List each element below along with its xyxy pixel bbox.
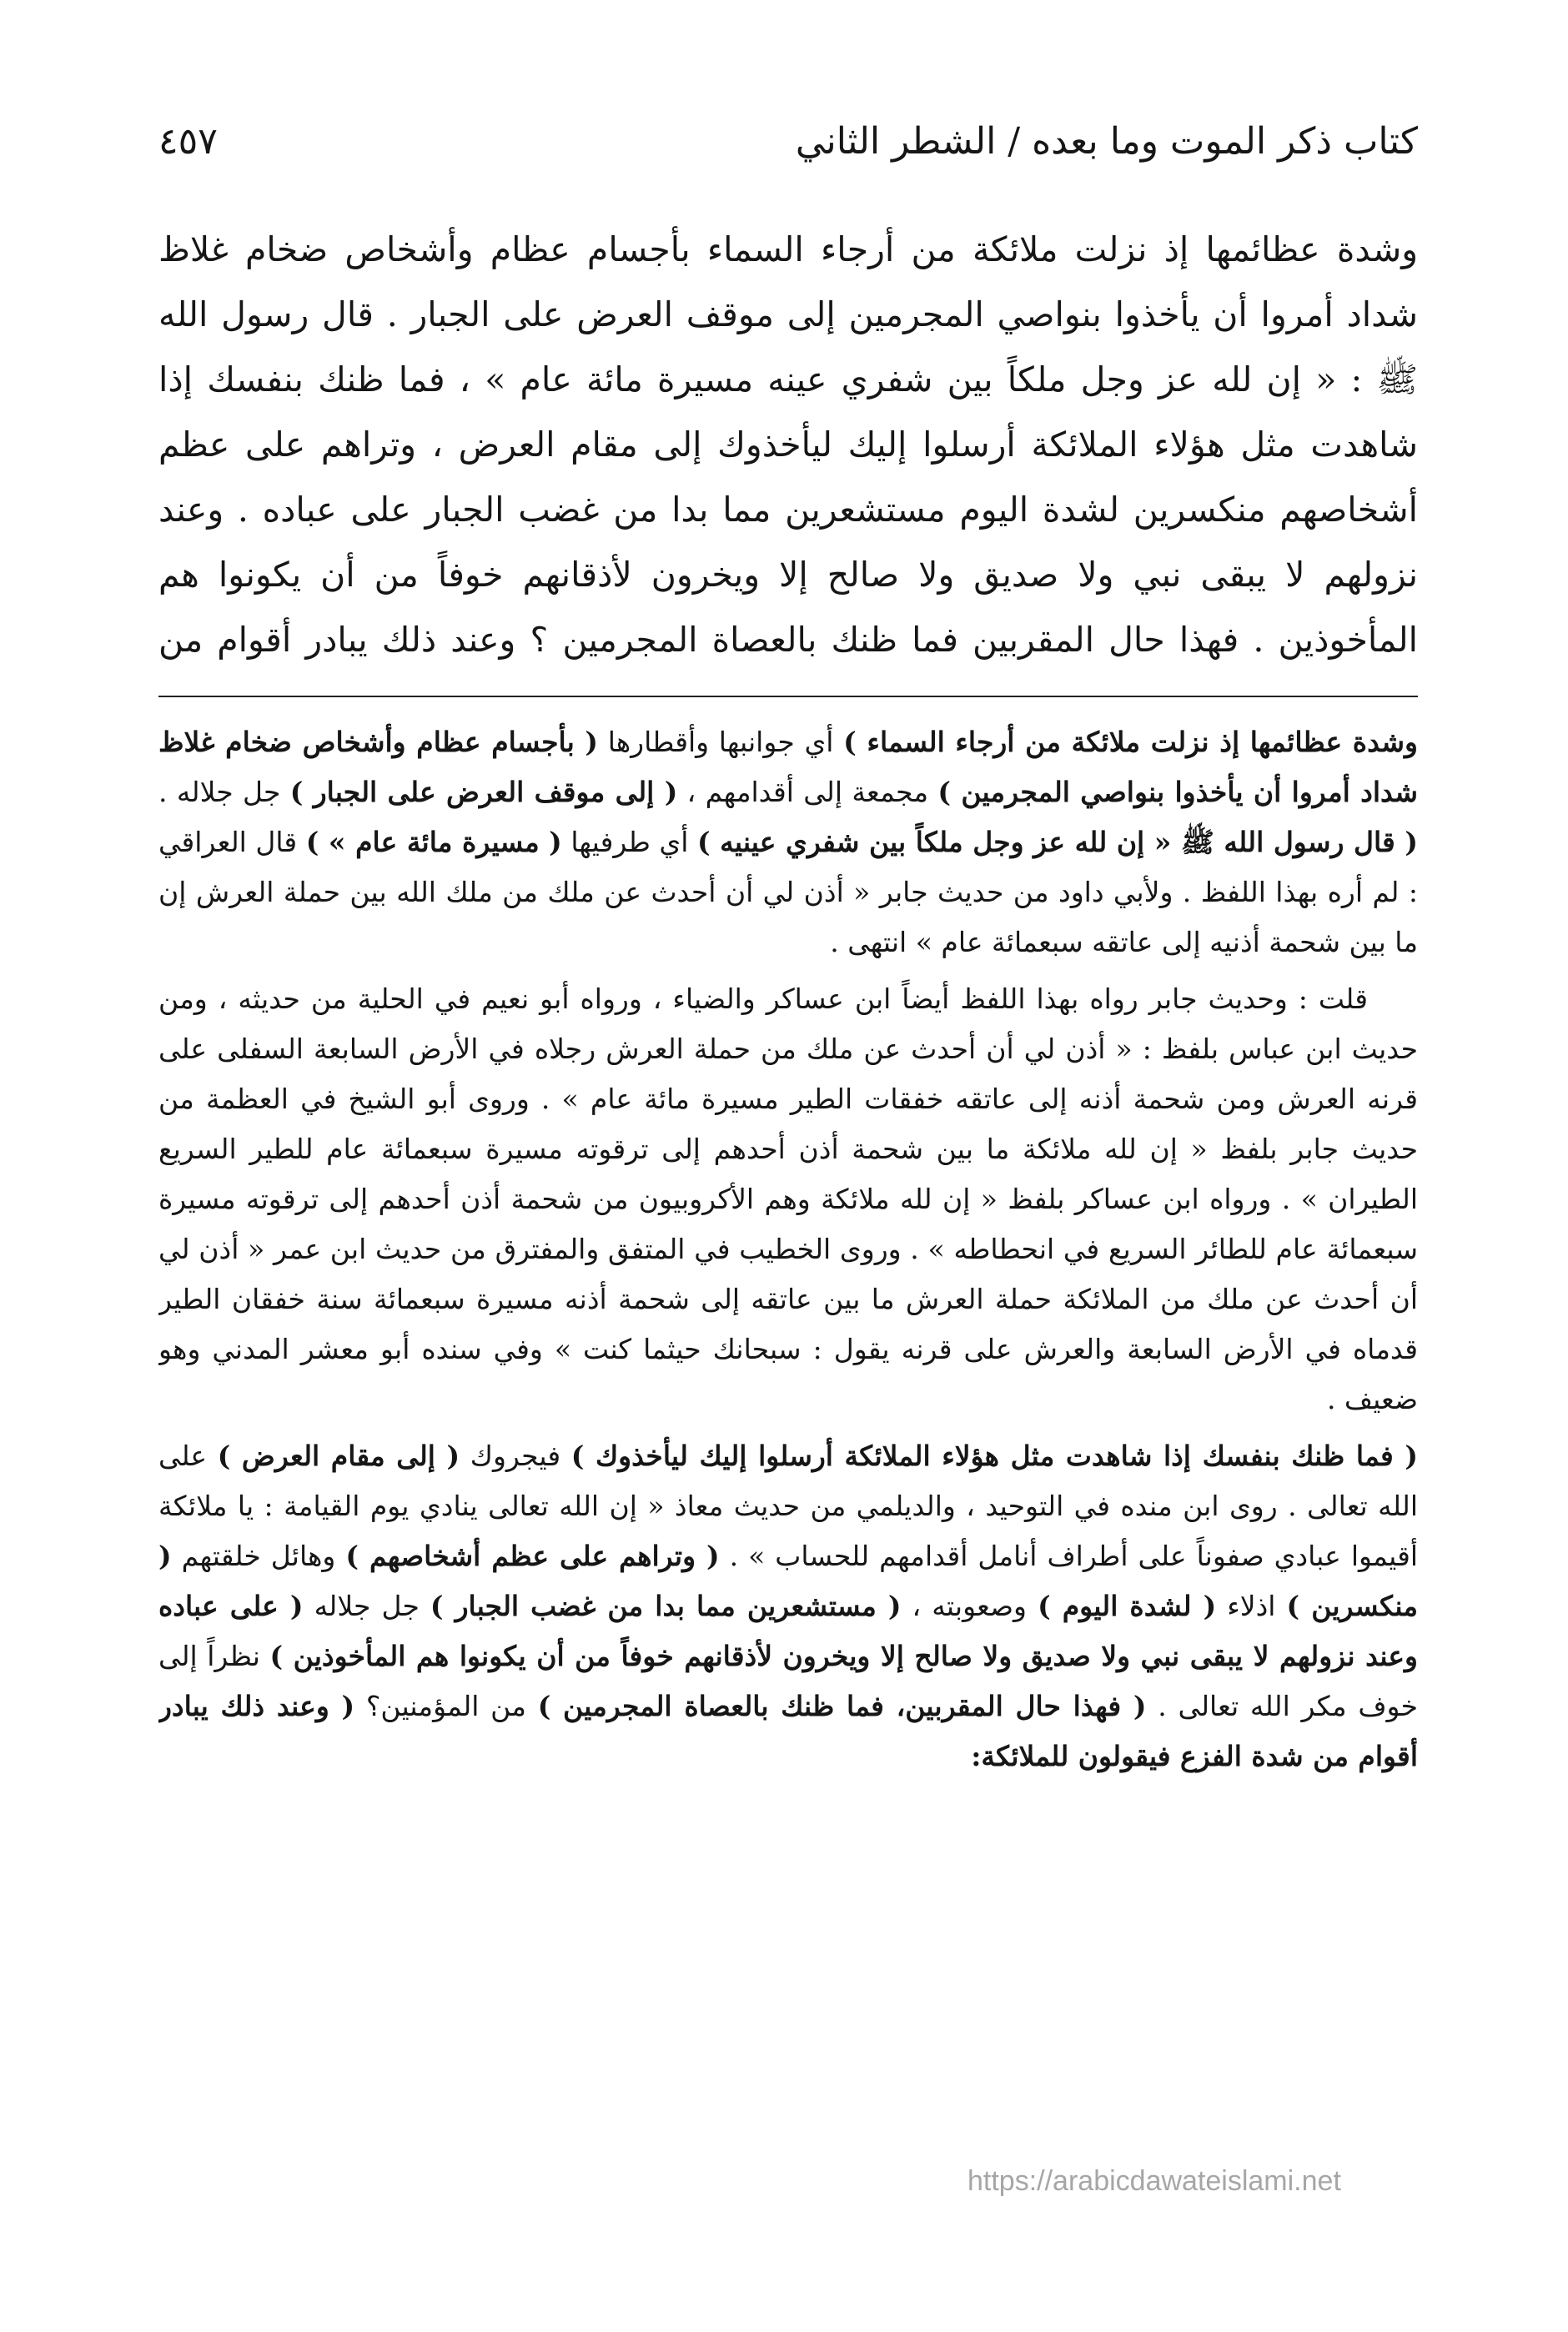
commentary-paragraph-1 (158, 717, 1418, 967)
quoted-text: ( مستشعرين مما بدا من غضب الجبار ) (430, 1590, 902, 1622)
book-page (158, 108, 1418, 2244)
quoted-text: وشدة عظائمها إذ نزلت ملائكة من أرجاء السماء ) (843, 726, 1418, 758)
commentary-text: مجمعة إلى أقدامهم ، (677, 776, 938, 808)
quoted-text: ( مسيرة مائة عام » ) (305, 826, 562, 858)
commentary-paragraph-2: قلت : وحديث جابر رواه بهذا اللفظ أيضاً ابن عساكر والضياء ، ورواه أبو نعيم في الحلية من حديثه ، ومن حديث ابن عباس بلفظ : « أذن لي أن أحدث عن ملك من حملة العرش رجلاه في الأرض السابعة السفلى على قرنه العرش ومن شحمة أذنه إلى عاتقه خفقات الطير مسيرة مائة عام » . وروى أبو الشيخ في العظمة من حديث جابر بلفظ « إن لله ملائكة ما بين شحمة أذن أحدهم إلى ترقوته مسيرة سبعمائة عام للطير السريع الطيران » . ورواه ابن عساكر بلفظ « إن لله ملائكة وهم الأكروبيون من شحمة أذن أحدهم إلى ترقوته مسيرة سبعمائة عام للطائر السريع في انحطاطه » . وروى الخطيب في المتفق والمفترق من حديث ابن عمر « أذن لي أن أحدث عن ملك من الملائكة حملة العرش ما بين عاتقه إلى شحمة أذنه مسيرة سبعمائة سنة خفقان الطير قدماه في الأرض السابعة والعرش على قرنه يقول : سبحانك حيثما كنت » وفي سنده أبو معشر المدني وهو ضعيف . (158, 983, 1418, 1415)
quoted-text: ( على عباده وعند نزولهم لا يبقى نبي ولا صديق ولا صالح إلا ويخرون لأذقانهم خوفاً من أن يكونوا هم المأخوذين ) (158, 1590, 1418, 1672)
quoted-text: ( لشدة اليوم ) (1038, 1590, 1217, 1622)
commentary-text: من المؤمنين؟ (354, 1690, 538, 1722)
commentary-text: جل جلاله . (158, 776, 290, 808)
page-number: ٤٥٧ (158, 120, 218, 163)
page-header (158, 108, 1418, 192)
commentary-text: جل جلاله (303, 1590, 430, 1622)
quoted-text: ( فهذا حال المقربين، فما ظنك بالعصاة المجرمين ) (537, 1690, 1147, 1722)
commentary-text: قال العراقي : لم أره بهذا اللفظ . ولأبي داود من حديث جابر « أذن لي أن أحدث عن ملك من ملك الله بين حملة العرش إن ما بين شحمة أذنيه إلى عاتقه سبعمائة عام » انتهى . (158, 826, 1418, 958)
commentary-text: أي جوانبها وأقطارها (598, 726, 844, 758)
commentary-text: وهائل خلقتهم (171, 1540, 346, 1572)
commentary (158, 717, 1418, 1782)
commentary-text: وصعوبته ، (901, 1590, 1038, 1622)
commentary-text: نظراً إلى خوف مكر الله تعالى . (158, 1640, 1418, 1722)
commentary-text: على الله تعالى . روى ابن منده في التوحيد ، والديلمي من حديث معاذ « إن الله تعالى ينادي يوم القيامة : يا ملائكة أقيموا عبادي صفوناً على أطراف أنامل أقدامهم للحساب » . (158, 1440, 1418, 1572)
main-text (158, 217, 1418, 672)
commentary-text: أي طرفيها (561, 826, 697, 858)
quoted-text: ( بأجسام عظام وأشخاص ضخام غلاظ شداد أمروا أن يأخذوا بنواصي المجرمين ) (158, 726, 1418, 808)
quoted-text: ( فما ظنك بنفسك إذا شاهدت مثل هؤلاء الملائكة أرسلوا إليك ليأخذوك ) (570, 1440, 1418, 1472)
quoted-text: ( إلى موقف العرض على الجبار ) (289, 776, 678, 808)
quoted-text: ( قال رسول الله ﷺ « إن لله عز وجل ملكاً بين شفري عينيه ) (696, 826, 1418, 858)
watermark-url: https://arabicdawateislami.net (967, 2165, 1341, 2197)
commentary-paragraph-3 (158, 1431, 1418, 1782)
quoted-text: ( منكسرين ) (158, 1540, 1418, 1622)
quoted-text: ( إلى مقام العرض ) (217, 1440, 460, 1472)
running-title: كتاب ذكر الموت وما بعده / الشطر الثاني (795, 120, 1418, 163)
main-text-paragraph: وشدة عظائمها إذ نزلت ملائكة من أرجاء السماء بأجسام عظام وأشخاص ضخام غلاظ شداد أمروا أن يأخذوا بنواصي المجرمين إلى موقف العرض على الجبار . قال رسول الله ﷺ : « إن لله عز وجل ملكاً بين شفري عينه مسيرة مائة عام » ، فما ظنك بنفسك إذا شاهدت مثل هؤلاء الملائكة أرسلوا إليك ليأخذوك إلى مقام العرض ، وتراهم على عظم أشخاصهم منكسرين لشدة اليوم مستشعرين مما بدا من غضب الجبار على عباده . وعند نزولهم لا يبقى نبي ولا صديق ولا صالح إلا ويخرون لأذقانهم خوفاً من أن يكونوا هم المأخوذين . فهذا حال المقربين فما ظنك بالعصاة المجرمين ؟ وعند ذلك يبادر أقوام من (158, 229, 1418, 660)
separator-line (158, 696, 1418, 697)
commentary-text: اذلاء (1216, 1590, 1287, 1622)
commentary-text: فيجروك (460, 1440, 571, 1472)
quoted-text: ( وتراهم على عظم أشخاصهم ) (345, 1540, 720, 1572)
quoted-text: ( وعند ذلك يبادر أقوام من شدة الفزع فيقولون للملائكة: (158, 1690, 1418, 1772)
